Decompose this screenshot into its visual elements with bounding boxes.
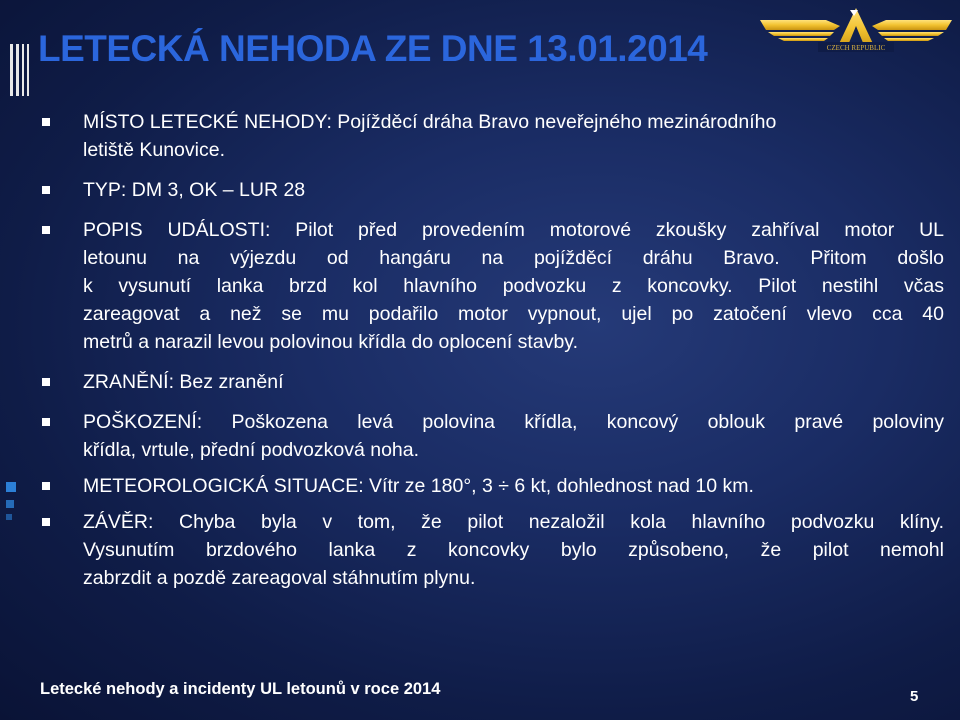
bullet-text: Vysunutím brzdového lanka z koncovky bylo způsobeno, že pilot nemohl	[83, 539, 944, 561]
title-decoration	[10, 44, 34, 96]
slide-title: LETECKÁ NEHODA ZE DNE 13.01.2014	[38, 28, 708, 69]
svg-text:CZECH REPUBLIC: CZECH REPUBLIC	[826, 44, 886, 52]
bullet-text: metrů a narazil levou polovinou křídla do oplocení stavby.	[83, 331, 579, 353]
bullet-injuries	[38, 368, 944, 396]
bullet-text: POŠKOZENÍ: Poškozena levá polovina křídla, koncový oblouk pravé poloviny	[83, 411, 944, 433]
bullet-accident-location	[38, 108, 944, 164]
bullet-marker	[42, 186, 50, 194]
bullet-text: k vysunutí lanka brzd kol hlavního podvozku z koncovky. Pilot nestihl včas	[83, 275, 944, 297]
bullet-text: POPIS UDÁLOSTI: Pilot před provedením motorové zkoušky zahříval motor UL	[83, 219, 944, 241]
bullet-marker	[42, 518, 50, 526]
bullet-event-description	[38, 216, 944, 356]
bullet-marker	[42, 378, 50, 386]
bullet-weather	[38, 472, 944, 500]
side-decoration	[0, 478, 30, 678]
bullet-marker	[42, 418, 50, 426]
bullet-text: letounu na výjezdu od hangáru na pojížděcí dráhu Bravo. Přitom došlo	[83, 247, 944, 269]
bullet-list	[38, 108, 944, 604]
bullet-text: letiště Kunovice.	[83, 139, 225, 161]
bullet-text: TYP: DM 3, OK – LUR 28	[83, 179, 306, 201]
bullet-aircraft-type	[38, 176, 944, 204]
slide-footer: Letecké nehody a incidenty UL letounů v roce 2014	[40, 680, 441, 698]
bullet-text: ZÁVĚR: Chyba byla v tom, že pilot nezaložil kola hlavního podvozku klíny.	[83, 511, 944, 533]
bullet-marker	[42, 118, 50, 126]
bullet-text: křídla, vrtule, přední podvozková noha.	[83, 439, 420, 461]
bullet-text: METEOROLOGICKÁ SITUACE: Vítr ze 180°, 3 ÷ 6 kt, dohlednost nad 10 km.	[83, 475, 754, 497]
page-number: 5	[910, 688, 919, 705]
bullet-text: zabrzdit a pozdě zareagoval stáhnutím plynu.	[83, 567, 476, 589]
bullet-text: ZRANĚNÍ: Bez zranění	[83, 371, 284, 393]
bullet-damage	[38, 408, 944, 464]
bullet-text: zareagovat a než se mu podařilo motor vypnout, ujel po zatočení vlevo cca 40	[83, 303, 944, 325]
bullet-marker	[42, 226, 50, 234]
czech-republic-wings-logo	[758, 6, 954, 56]
bullet-text: MÍSTO LETECKÉ NEHODY: Pojížděcí dráha Bravo neveřejného mezinárodního	[83, 111, 777, 133]
bullet-marker	[42, 482, 50, 490]
bullet-conclusion	[38, 508, 944, 592]
